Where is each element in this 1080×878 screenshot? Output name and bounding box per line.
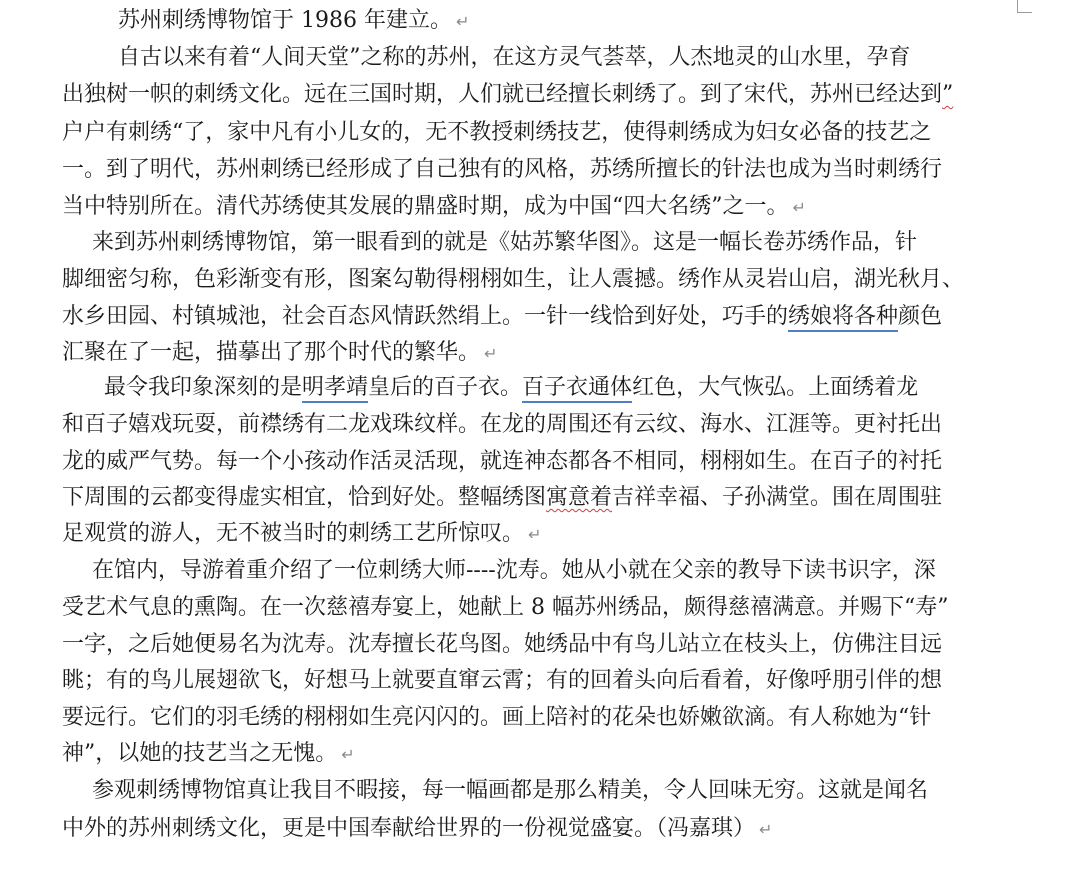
- page-corner-mark: [1017, 0, 1032, 13]
- grammar-flag: 绣娘将各种: [788, 304, 898, 332]
- paragraph-4-line-2: 和百子嬉戏玩耍，前襟绣有二龙戏珠纹样。在龙的周围还有云纹、海水、江涯等。更衬托出: [62, 412, 943, 437]
- line-text: 最令我印象深刻的是: [104, 375, 303, 400]
- paragraph-3-line-2: 脚细密匀称，色彩渐变有形，图案勾勒得栩栩如生，让人震撼。绣作从灵岩山启，湖光秋月、: [62, 267, 965, 292]
- paragraph-2-line-5: [62, 192, 806, 223]
- paragraph-2-line-1: 自古以来有着“人间天堂”之称的苏州，在这方灵气荟萃，人杰地灵的山水里，孕育: [118, 45, 911, 70]
- paragraph-4-line-4: [62, 483, 942, 513]
- line-text: 当中特别所在。清代苏绣使其发展的鼎盛时期，成为中国“四大名绣”之一。: [62, 194, 789, 219]
- paragraph-2-line-3: 户户有刺绣“了，家中凡有小儿女的，无不教授刺绣技艺，使得刺绣成为妇女必备的技艺之: [62, 120, 932, 145]
- paragraph-mark-icon: ↵: [341, 745, 355, 764]
- paragraph-5-line-3: 一字，之后她便易名为沈寿。沈寿擅长花鸟图。她绣品中有鸟儿站立在枝头上，仿佛注目远: [62, 632, 943, 657]
- paragraph-5-line-2: 受艺术气息的熏陶。在一次慈禧寿宴上，她献上 8 幅苏州绣品，颇得慈禧满意。并赐下“寿”: [62, 595, 949, 620]
- line-text: 吉祥幸福、子孙满堂。围在周围驻: [612, 485, 943, 510]
- paragraph-2-line-4: 一。到了明代，苏州刺绣已经形成了自己独有的风格，苏绣所擅长的针法也成为当时刺绣行: [62, 157, 943, 182]
- spelling-flag: ”: [942, 82, 954, 107]
- line-text: 皇后的百子衣。: [368, 375, 523, 400]
- paragraph-5-line-6: [62, 739, 355, 770]
- paragraph-3-line-3: [62, 302, 942, 332]
- paragraph-mark-icon: ↵: [484, 344, 498, 363]
- paragraph-5-line-4: 眺；有的鸟儿展翅欲飞，好想马上就要直窜云霄；有的回着头向后看着，好像呼朋引伴的想: [62, 668, 943, 693]
- paragraph-mark-icon: ↵: [759, 820, 773, 839]
- line-text: 苏州刺绣博物馆于 1986 年建立。: [118, 8, 452, 33]
- paragraph-6-line-2: [62, 814, 772, 845]
- paragraph-5-line-5: 要远行。它们的羽毛绣的栩栩如生亮闪闪的。画上陪衬的花朵也娇嫩欲滴。有人称她为“针: [62, 705, 932, 730]
- line-text: 汇聚在了一起，描摹出了那个时代的繁华。: [62, 340, 481, 365]
- paragraph-3-line-1: 来到苏州刺绣博物馆，第一眼看到的就是《姑苏繁华图》。这是一幅长卷苏绣作品，针: [92, 230, 918, 255]
- paragraph-4-line-1: [104, 373, 918, 403]
- line-text: 下周围的云都变得虚实相宜，恰到好处。整幅绣图: [62, 485, 547, 510]
- grammar-flag: 明孝靖: [302, 375, 368, 403]
- paragraph-mark-icon: ↵: [455, 12, 470, 31]
- paragraph-5-line-1: 在馆内，导游着重介绍了一位刺绣大师----沈寿。她从小就在父亲的教导下读书识字，深: [92, 558, 936, 583]
- grammar-flag: 百子衣通体: [522, 375, 632, 403]
- line-text: 水乡田园、村镇城池，社会百态风情跃然绢上。一针一线恰到好处，巧手的: [62, 304, 789, 329]
- line-text: 中外的苏州刺绣文化，更是中国奉献给世界的一份视觉盛宴。（冯嘉琪）: [62, 816, 756, 841]
- paragraph-4-line-3: 龙的威严气势。每一个小孩动作活灵活现，就连神态都各不相同，栩栩如生。在百子的衬托: [62, 449, 943, 474]
- line-text: 红色，大气恢弘。上面绣着龙: [632, 375, 919, 400]
- paragraph-mark-icon: ↵: [792, 198, 806, 217]
- spelling-flag: 寓意着: [546, 485, 613, 510]
- paragraph-4-line-5: [62, 519, 541, 550]
- line-text: 足观赏的游人，无不被当时的刺绣工艺所惊叹。: [62, 521, 525, 546]
- paragraph-3-line-4: [62, 338, 497, 369]
- paragraph-6-line-1: 参观刺绣博物馆真让我目不暇接，每一幅画都是那么精美，令人回味无穷。这就是闻名: [92, 778, 929, 803]
- paragraph-2-line-2: [62, 80, 953, 110]
- line-text: 颜色: [898, 304, 943, 329]
- line-text: 出独树一帜的刺绣文化。远在三国时期，人们就已经擅长刺绣了。到了宋代，苏州已经达到: [62, 82, 943, 107]
- paragraph-1-line-1: [118, 6, 469, 37]
- paragraph-mark-icon: ↵: [528, 525, 542, 544]
- line-text: 神”，以她的技艺当之无愧。: [62, 741, 338, 766]
